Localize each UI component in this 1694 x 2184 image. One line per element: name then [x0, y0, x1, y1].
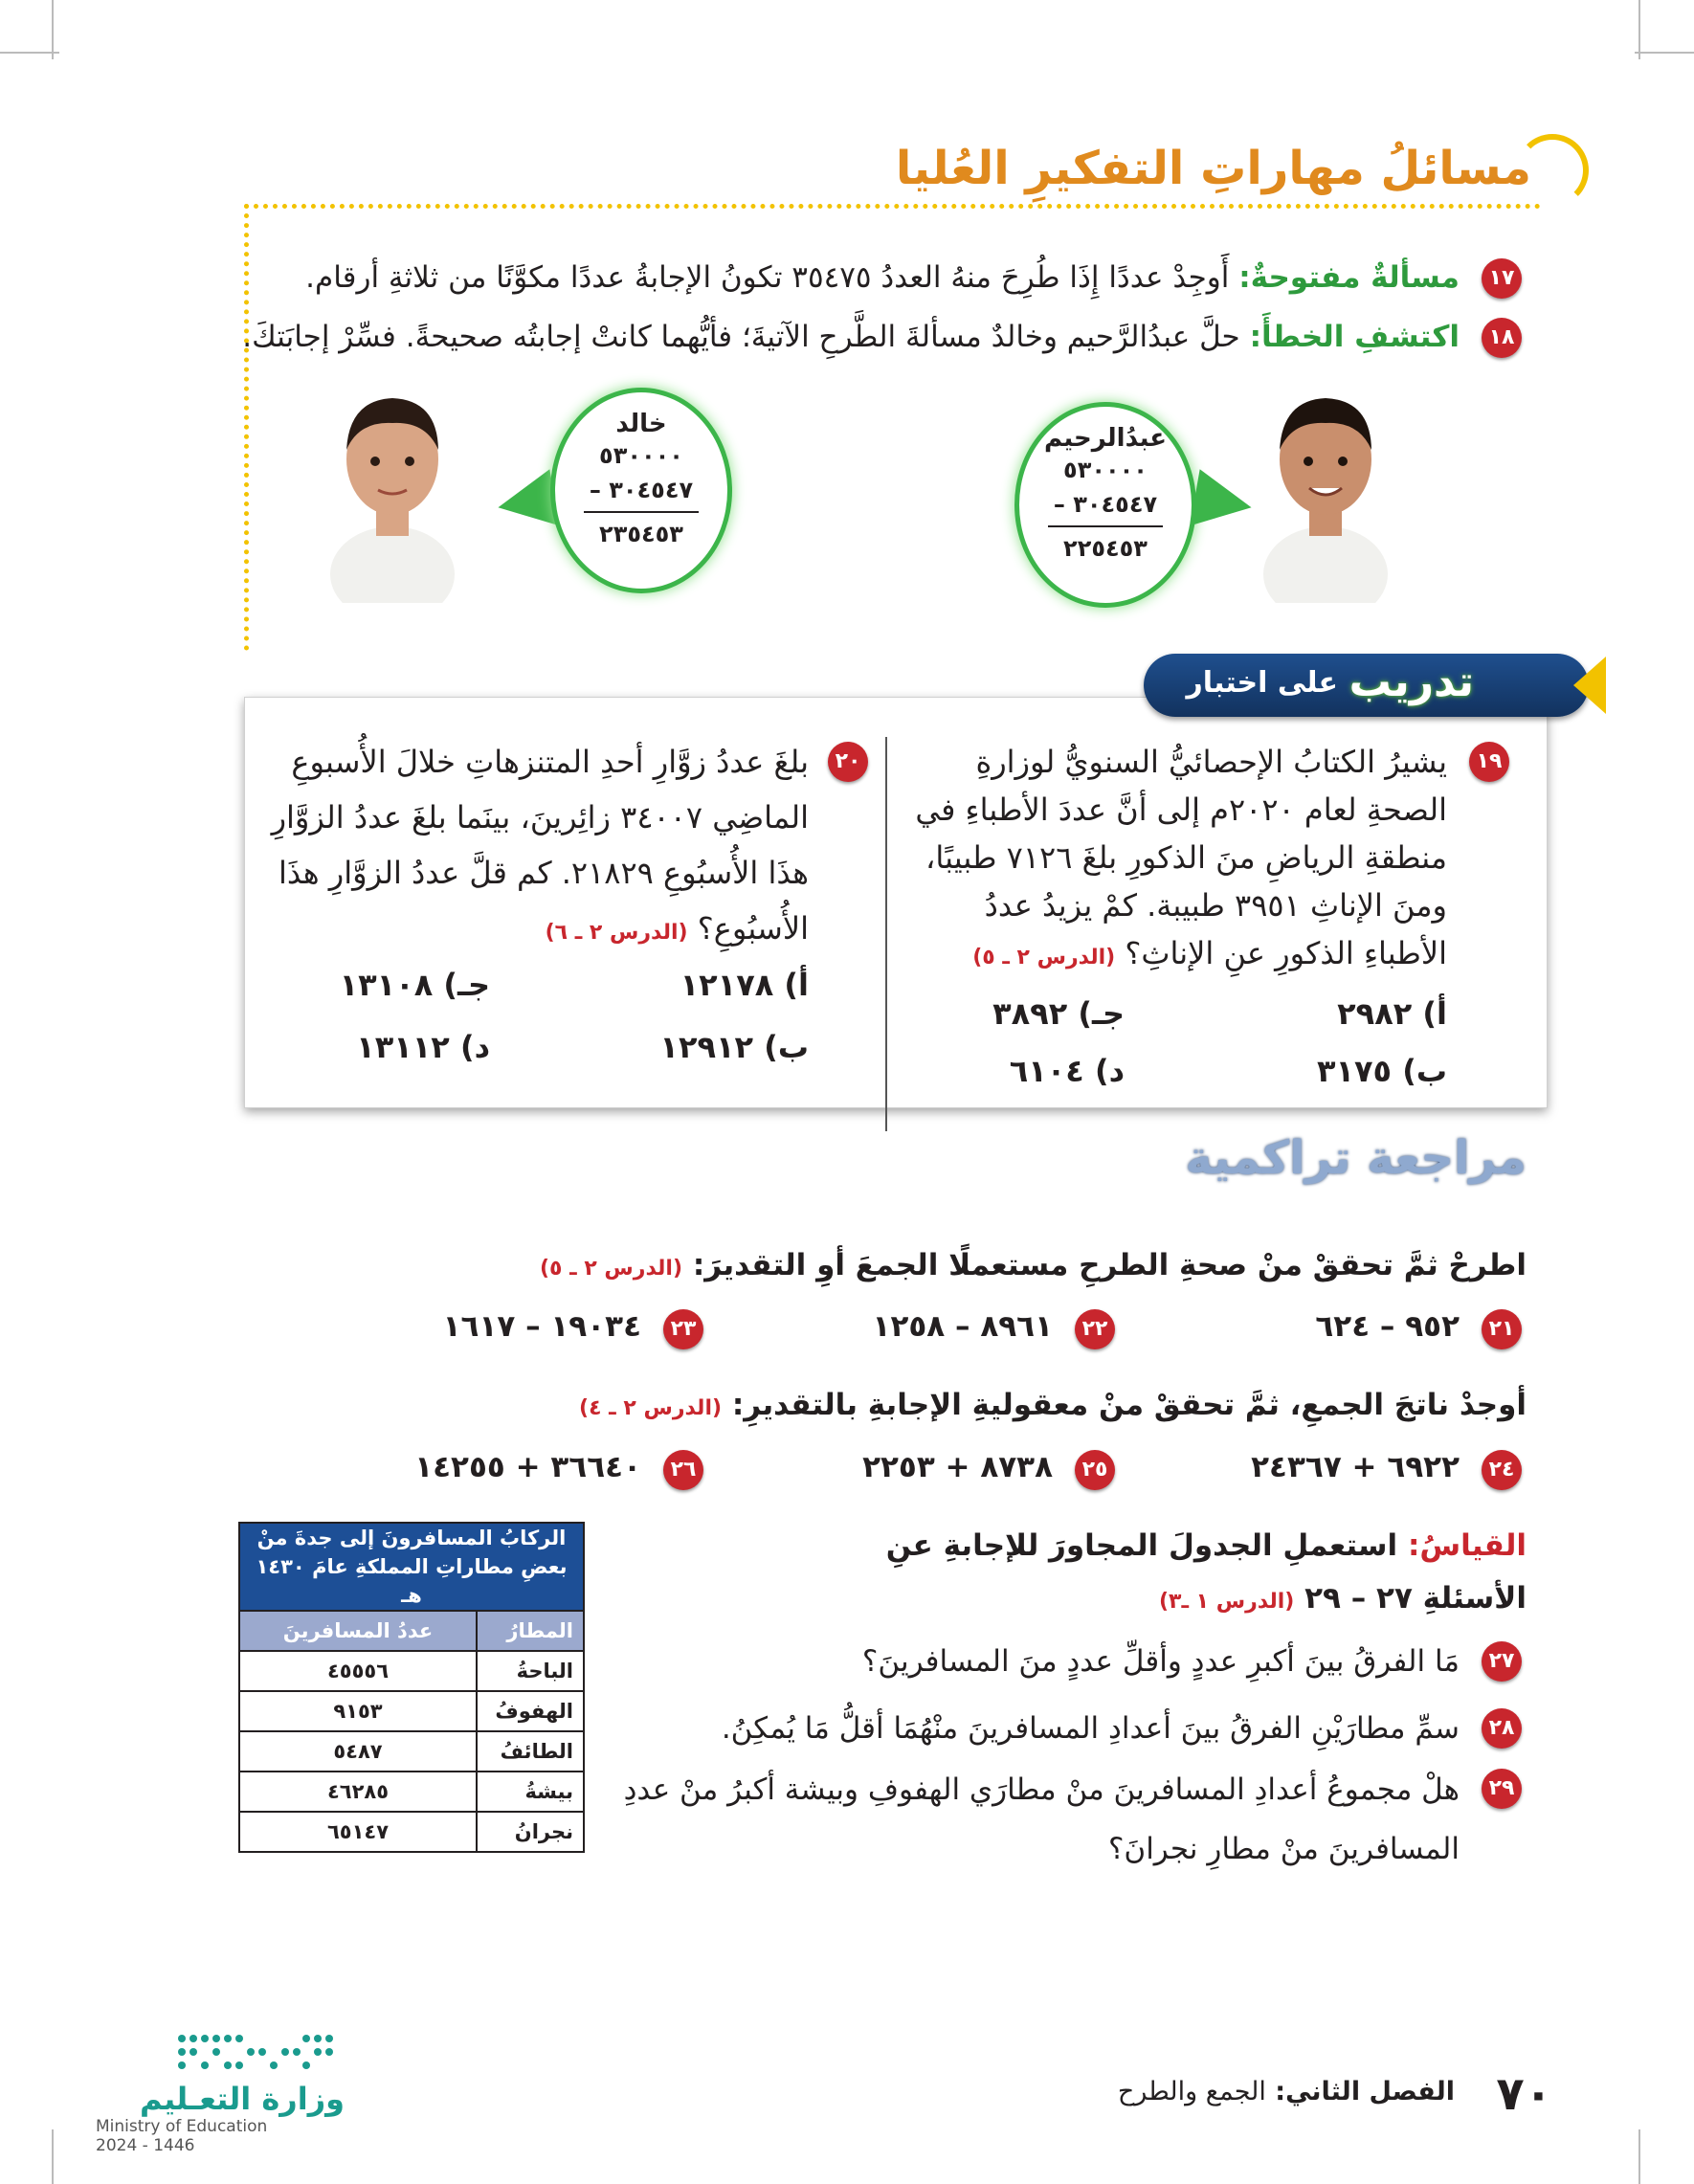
- choice-19-c[interactable]: جـ) ٣٨٩٢: [992, 995, 1125, 1032]
- question-number-23: ٢٣: [663, 1309, 703, 1349]
- question-number-26: ٢٦: [663, 1450, 703, 1490]
- abdulrahim-subtrahend: ٣٠٤٥٤٧ –: [1053, 491, 1158, 518]
- ministry-year: 2024 - 1446: [96, 2136, 195, 2155]
- trim-mark: [52, 2129, 54, 2184]
- banner-sub-text: على اختبار: [1186, 666, 1338, 700]
- choice-19-d[interactable]: د) ٦١٠٤: [1009, 1053, 1125, 1089]
- table-title-line-1: الركابُ المسافرونَ إلى جدةَ منْ: [256, 1527, 567, 1549]
- airport-name: بيشةُ: [477, 1772, 584, 1812]
- question-number-21: ٢١: [1482, 1309, 1522, 1349]
- passenger-count: ٤٦٢٨٥: [239, 1772, 477, 1812]
- question-19-line-1: يشيرُ الكتابُ الإحصائيُّ السنويُّ لوزارةِ: [975, 744, 1447, 780]
- question-23-expression: ١٩٠٣٤ – ١٦١٧: [442, 1309, 641, 1344]
- airport-name: الباحةُ: [477, 1651, 584, 1691]
- measure-label: القياسُ:: [1407, 1528, 1527, 1563]
- question-number-17: ١٧: [1482, 258, 1522, 299]
- column-divider: [885, 737, 887, 1131]
- question-20-line-4-text: الأُسبُوعِ؟: [697, 910, 809, 947]
- ministry-name-english: Ministry of Education: [96, 2117, 268, 2136]
- lesson-ref: (الدرس ٢ ـ ٦): [545, 921, 688, 945]
- measure-instruction: [886, 1527, 1527, 1565]
- question-17-text: أَوجِدْ عددًا إِذَا طُرِحَ منهُ العددُ ٣٥٤٧٥ تكونُ الإجابةُ عددًا مكوَّنًا من ثلاثةِ أرقام.: [305, 260, 1230, 295]
- choice-19-b[interactable]: ب) ٣١٧٥: [1316, 1053, 1447, 1089]
- ministry-logo: [96, 2029, 345, 2155]
- question-24-expression: ٦٩٢٢ + ٢٤٣٦٧: [1251, 1450, 1460, 1484]
- chapter-footer: [1118, 2077, 1455, 2106]
- airport-name: الهفوفُ: [477, 1691, 584, 1731]
- choice-19-a[interactable]: أ) ٢٩٨٢: [1337, 995, 1447, 1032]
- khalid-name: خالد: [615, 410, 667, 438]
- test-practice-banner: [1144, 654, 1589, 717]
- table-row: [239, 1812, 584, 1852]
- question-22-expression: ٨٩٦١ – ١٢٥٨: [872, 1309, 1053, 1344]
- table-row: [239, 1731, 584, 1772]
- measure-line2: الأسئلةِ ٢٧ – ٢٩: [1304, 1581, 1527, 1616]
- abdulrahim-result: ٢٢٥٤٥٣: [1063, 535, 1148, 562]
- question-number-20: ٢٠: [828, 742, 868, 782]
- airport-name: نجرانُ: [477, 1812, 584, 1852]
- question-number-18: ١٨: [1482, 318, 1522, 358]
- ministry-dots-icon: [172, 2029, 345, 2077]
- question-19-line-5-text: الأطباءِ الذكورِ عنِ الإناثِ؟: [1125, 935, 1447, 971]
- question-25-expression: ٨٧٣٨ + ٢٢٥٣: [862, 1450, 1053, 1484]
- measure-text: استعملِ الجدولَ المجاورَ للإجابةِ عنِ: [885, 1528, 1398, 1563]
- question-19-line-5: [972, 930, 1447, 981]
- column-header-airport: المطارُ: [477, 1611, 584, 1651]
- column-header-count: عددُ المسافرينَ: [239, 1611, 477, 1651]
- khalid-result: ٢٣٥٤٥٣: [599, 521, 683, 547]
- open-problem-label: مسألةٌ مفتوحةٌ:: [1238, 260, 1460, 295]
- passenger-count: ٤٥٥٥٦: [239, 1651, 477, 1691]
- table-title-line-2: بعضِ مطاراتِ المملكةِ عامَ ١٤٣٠ هـ: [256, 1555, 568, 1607]
- question-27-text: مَا الفرقُ بينَ أكبرِ عددٍ وأقلِّ عددٍ منَ المسافرينَ؟: [861, 1644, 1460, 1679]
- table-title: [239, 1523, 584, 1611]
- abdulrahim-rule: [1048, 525, 1163, 527]
- question-19-line-3: منطقةِ الرياضِ منَ الذكورِ بلغَ ٧١٢٦ طبيبًا،: [925, 839, 1447, 876]
- lesson-ref: (الدرس ١ ـ٣): [1158, 1590, 1295, 1614]
- airport-name: الطائفُ: [477, 1731, 584, 1772]
- banner-arrow-icon: [1573, 657, 1606, 714]
- question-20-line-4: [546, 905, 809, 956]
- choice-20-a[interactable]: أ) ١٢١٧٨: [680, 967, 809, 1003]
- measure-instruction-2: [1159, 1579, 1527, 1621]
- table-row: [239, 1772, 584, 1812]
- trim-mark: [1635, 52, 1694, 54]
- question-19-line-2: الصحةِ لعام ٢٠٢٠م إلى أنَّ عددَ الأطباءِ في: [915, 791, 1447, 828]
- review-instruction-1-text: اطرحْ ثمَّ تحققْ منْ صحةِ الطرحِ مستعملًا الجمعَ أوِ التقديرَ:: [692, 1248, 1527, 1282]
- question-18: [242, 318, 1460, 356]
- lesson-ref: (الدرس ٢ ـ ٤): [579, 1396, 723, 1420]
- abdulrahim-name: عبدُالرحيم: [1044, 424, 1167, 453]
- question-number-25: ٢٥: [1075, 1450, 1115, 1490]
- question-18-text: حلَّ عبدُالرَّحيم وخالدٌ مسألةَ الطَّرحِ الآتيةَ؛ فأيُّهما كانتْ إجابتُه صحيحةً. فسِّرْ إجابَتكَ.: [242, 320, 1240, 354]
- airport-table: [238, 1522, 585, 1853]
- question-number-19: ١٩: [1469, 742, 1509, 782]
- question-number-24: ٢٤: [1482, 1450, 1522, 1490]
- avatar-abdulrahim: [1263, 383, 1388, 546]
- review-instruction-2-text: أوجدْ ناتجَ الجمعِ، ثمَّ تحققْ منْ معقوليةِ الإجابةِ بالتقديرِ:: [731, 1388, 1527, 1422]
- lesson-ref: (الدرس ٢ ـ ٥): [972, 946, 1116, 969]
- hots-title: مسائلُ مهاراتِ التفكيرِ العُليا: [895, 142, 1531, 195]
- question-21-expression: ٩٥٢ – ٦٢٤: [1315, 1309, 1460, 1344]
- chapter-label: الفصل الثاني:: [1275, 2077, 1455, 2106]
- page-number: ٧٠: [1496, 2067, 1552, 2121]
- question-number-27: ٢٧: [1482, 1641, 1522, 1682]
- speech-bubble-abdulrahim: [1014, 402, 1196, 608]
- trim-mark: [52, 0, 54, 59]
- passenger-count: ٥٤٨٧: [239, 1731, 477, 1772]
- question-19-line-4: ومنَ الإناثِ ٣٩٥١ طبيبة. كمْ يزيدُ عددُ: [984, 887, 1447, 924]
- review-title: مراجعة تراكمية: [1185, 1131, 1527, 1185]
- question-number-29: ٢٩: [1482, 1769, 1522, 1809]
- question-number-28: ٢٨: [1482, 1708, 1522, 1749]
- question-29-text: هلْ مجموعُ أعدادِ المسافرينَ منْ مطارَي الهفوفِ وبيشة أكبرُ منْ عددِ: [623, 1772, 1460, 1807]
- table-row: [239, 1691, 584, 1731]
- choice-20-b[interactable]: ب) ١٢٩١٢: [659, 1029, 809, 1065]
- question-20-line-1: بلغَ عددُ زوَّارِ أحدِ المتنزهاتِ خلالَ الأُسبوعِ: [291, 744, 809, 780]
- trim-mark: [0, 52, 59, 54]
- choice-20-d[interactable]: د) ١٣١١٢: [356, 1029, 490, 1065]
- question-20-line-2: الماضِي ٣٤٠٠٧ زائِرينَ، بينَما بلغَ عددُ الزوَّارِ: [271, 799, 809, 836]
- abdulrahim-minuend: ٥٣٠٠٠٠: [1063, 457, 1148, 483]
- banner-main-text: تدريب: [1349, 657, 1474, 706]
- question-20-line-3: هذَا الأُسبُوعِ ٢١٨٢٩. كم قلَّ عددُ الزوَّارِ هذَا: [279, 855, 809, 891]
- chapter-title: الجمع والطرح: [1117, 2077, 1266, 2106]
- question-17: [305, 258, 1460, 297]
- khalid-rule: [584, 511, 699, 513]
- ministry-name-arabic: وزارة التعـليم: [140, 2081, 345, 2117]
- find-error-label: اكتشفِ الخطأَ:: [1249, 320, 1460, 354]
- passenger-count: ٦٥١٤٧: [239, 1812, 477, 1852]
- table-row: [239, 1651, 584, 1691]
- speech-bubble-khalid: [550, 388, 732, 593]
- bubble-tail-abdulrahim: [1190, 469, 1257, 536]
- trim-mark: [1638, 0, 1640, 59]
- khalid-subtrahend: ٣٠٤٥٤٧ –: [589, 477, 694, 503]
- lesson-ref: (الدرس ٢ ـ ٥): [539, 1257, 683, 1281]
- review-instruction-2: [579, 1386, 1527, 1428]
- question-28-text: سمِّ مطارَيْنِ الفرقُ بينَ أعدادِ المسافرينَ منْهُمَا أقلُّ مَا يُمكِنُ.: [721, 1711, 1460, 1746]
- trim-mark: [1638, 2129, 1640, 2184]
- avatar-khalid: [330, 383, 455, 546]
- question-number-22: ٢٢: [1075, 1309, 1115, 1349]
- question-26-expression: ٣٦٦٤٠ + ١٤٢٥٥: [414, 1450, 641, 1484]
- bubble-tail-khalid: [493, 469, 560, 536]
- choice-20-c[interactable]: جـ) ١٣١٠٨: [339, 967, 490, 1003]
- review-instruction-1: [540, 1246, 1527, 1288]
- khalid-minuend: ٥٣٠٠٠٠: [599, 442, 683, 469]
- passenger-count: ٩١٥٣: [239, 1691, 477, 1731]
- question-29-text-2: المسافرينَ منْ مطارِ نجرانَ؟: [1107, 1832, 1460, 1866]
